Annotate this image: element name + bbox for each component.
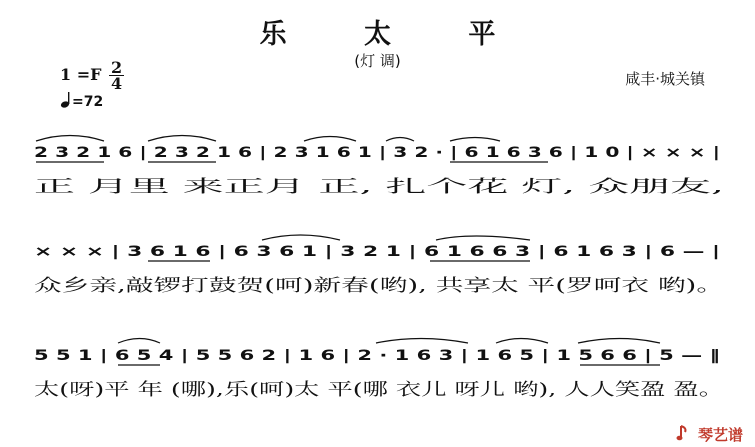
music-note-logo-icon xyxy=(676,424,694,442)
score-line-1 xyxy=(34,145,720,161)
time-sig-denominator: 4 xyxy=(111,74,123,93)
lyrics-line-3: 太(呀)平 年 (哪),乐(呵)太 平(哪 衣儿 呀儿 哟), 人人笑盈 盈。 xyxy=(34,380,499,400)
song-subtitle: (灯 调) xyxy=(354,52,401,70)
page-title: 乐 太 平 xyxy=(259,19,530,50)
watermark-text: 琴艺谱 xyxy=(698,426,744,444)
tempo-value: =72 xyxy=(72,94,104,110)
notes-line-2: × × × | 3 6 1 6 | 6 3 6 1 | 3 2 1 | 6 1 6 6 3 | 6 1 6 3 | 6 — | xyxy=(34,244,720,260)
lyrics-line-1: 正 月里 来正月 正, 扎个花 灯, 众朋友, xyxy=(34,177,724,197)
region-credit: 咸丰·城关镇 xyxy=(625,70,705,88)
score-line-3 xyxy=(34,348,720,364)
time-sig-numerator: 2 xyxy=(111,58,123,77)
lyrics-line-2: 众乡亲,敲锣打鼓贺(呵)新春(哟), 共享太 平(罗呵衣 哟)。 xyxy=(34,276,458,296)
notes-line-3: 5 5 1 | 6 5 4 | 5 5 6 2 | 1 6 | 2 · 1 6 3 | 1 6 5 | 1 5 6 6 | 5 — ‖ xyxy=(34,348,720,364)
key-label: 1 =F xyxy=(60,65,102,84)
notes-line-1: 2 3 2 1 6 | 2 3 2 1 6 | 2 3 1 6 1 | 3 2 · | 6 1 6 3 6 | 1 0 | × × × | xyxy=(34,145,720,161)
score-line-2 xyxy=(34,244,720,260)
